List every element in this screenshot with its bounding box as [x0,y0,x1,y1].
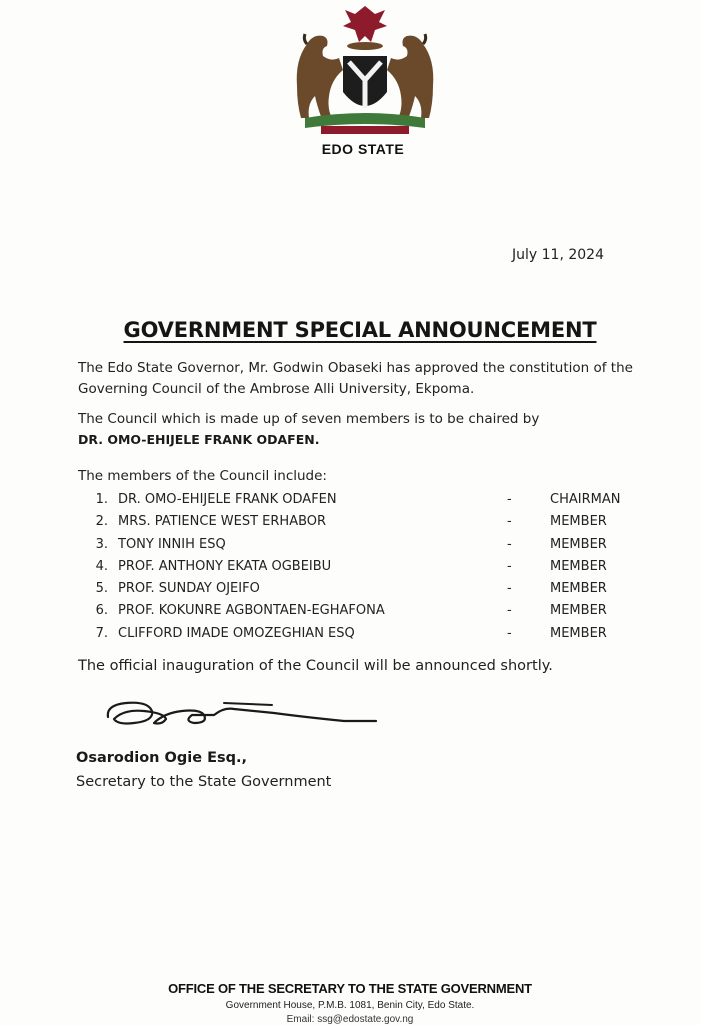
chair-name: DR. OMO-EHIJELE FRANK ODAFEN. [78,432,320,447]
list-item [84,492,644,514]
member-name: PROF. KOKUNRE AGBONTAEN-EGHAFONA [118,603,385,619]
list-item [84,537,644,559]
member-separator: - [507,603,512,619]
member-number: 2. [95,514,108,530]
crest-label: EDO STATE [321,141,405,157]
member-separator: - [507,514,512,530]
council-paragraph: The Council which is made up of seven members is to be chaired by [78,411,540,427]
member-separator: - [507,536,512,552]
member-role: MEMBER [550,536,607,552]
list-item [84,626,644,648]
member-name: MRS. PATIENCE WEST ERHABOR [118,514,327,530]
members-list [84,492,644,648]
list-item [84,559,644,581]
list-item [84,514,644,536]
member-name: TONY INNIH ESQ [118,536,226,552]
member-number: 4. [95,558,108,574]
closing-statement: The official inauguration of the Council will be announced shortly. [78,658,553,674]
member-number: 6. [95,603,108,619]
list-item [84,603,644,625]
member-role: MEMBER [550,603,607,619]
member-number: 1. [95,492,108,507]
member-role: CHAIRMAN [550,492,621,507]
member-name: PROF. ANTHONY EKATA OGBEIBU [118,558,332,574]
signer-title: Secretary to the State Government [76,774,332,790]
letter-date: July 11, 2024 [512,247,604,263]
signature-icon [104,695,384,735]
approval-paragraph: The Edo State Governor, Mr. Godwin Obaseki has approved the constitution of the Governing Council of the Ambrose Alli University, Ekpoma. [78,360,633,397]
page-title: GOVERNMENT SPECIAL ANNOUNCEMENT [123,318,597,342]
footer-office: OFFICE OF THE SECRETARY TO THE STATE GOVERNMENT [168,981,532,996]
member-name: DR. OMO-EHIJELE FRANK ODAFEN [118,492,337,507]
member-separator: - [507,492,512,507]
member-role: MEMBER [550,558,607,574]
member-role: MEMBER [550,625,607,641]
signer-name: Osarodion Ogie Esq., [76,750,248,766]
members-intro: The members of the Council include: [78,468,327,484]
member-separator: - [507,625,512,641]
member-role: MEMBER [550,581,607,597]
footer-address: Government House, P.M.B. 1081, Benin City, Edo State. [225,1000,475,1011]
member-number: 5. [95,581,108,597]
member-name: CLIFFORD IMADE OMOZEGHIAN ESQ [118,625,355,641]
coat-of-arms-icon [285,0,445,145]
member-separator: - [507,581,512,597]
member-separator: - [507,558,512,574]
list-item [84,581,644,603]
footer-email: Email: ssg@edostate.gov.ng [286,1014,414,1025]
member-role: MEMBER [550,514,607,530]
member-name: PROF. SUNDAY OJEIFO [118,581,260,597]
member-number: 7. [95,625,108,641]
member-number: 3. [95,536,108,552]
